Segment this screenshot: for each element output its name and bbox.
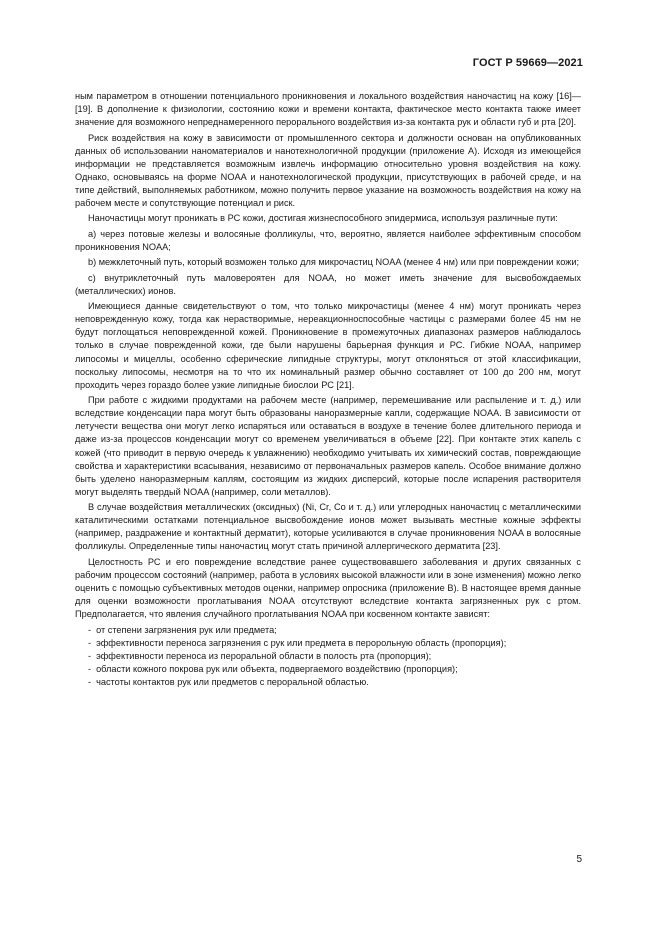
dash-marker: - [88, 637, 92, 648]
list-item-text: от степени загрязнения рук или предмета; [96, 624, 277, 635]
paragraph: Наночастицы могут проникать в РС кожи, достигая жизнеспособного эпидермиса, используя различные пути: [88, 213, 558, 224]
list-item-text: эффективности переноса из пероральной области в полость рта (пропорция); [96, 650, 432, 661]
list-item [75, 624, 581, 637]
list-item-text: области кожного покрова рук или объекта, подвергаемого воздействию (пропорция); [96, 663, 458, 674]
paragraph: Риск воздействия на кожу в зависимости от промышленного сектора и должности основан на опубликованных данных об использовании наноматериалов и нанотехнологичной продукции (приложение А). Исходя из имеющейся информации не представляется возможным извлечь информацию относительно уровня воздействия на кожу. Однако, основываясь на форме NOAA и нанотехнологической продукции, присутствующих в рабочей среде, и на типе действий, выполняемых работником, можно получить первое указание на возможность воздействия на кожу на рабочем месте и сопутствующие потенциал и риск. [75, 132, 581, 209]
list-item-c: c) внутриклеточный путь маловероятен для NOAA, но может иметь значение для высвобождаемых (металлических) ионов. [75, 272, 581, 296]
list-item-a: a) через потовые железы и волосяные фолликулы, что, вероятно, является наиболее эффективным способом проникновения NOAA; [75, 228, 581, 252]
paragraph: При работе с жидкими продуктами на рабочем месте (например, перемешивание или распыление и т. д.) или вследствие конденсации пара могут быть образованы наноразмерные капли, содержащие NOAA. В зависимости от летучести вещества они могут легко испаряться или оставаться в воздухе в течение более длительного периода и даже из-за процессов конденсации могут со временем увеличиваться в объеме [22]. При контакте этих капель с кожей (что приводит в первую очередь к увлажнению) необходимо учитывать их химический состав, повреждающие свойства и характеристики всасывания, независимо от первоначальных размеров капель. Особое внимание должно быть уделено наноразмерным каплям, состоящим из жидких дисперсий, которые после испарения растворителя могут выделять твердый NOAA (например, соли металлов). [75, 395, 581, 497]
paragraph: Имеющиеся данные свидетельствуют о том, что только микрочастицы (менее 4 нм) могут проникать через неповрежденную кожу, тогда как нерастворимые, нереакционноспособные частицы с размерами более 45 нм не будут поглощаться неповрежденной кожей. Проникновение в промежуточных диапазонах размеров наблюдалось только в случае поврежденной кожи, где были нарушены барьерная функция и РС. Гибкие NOAA, например липосомы и мицеллы, особенно сферические липидные структуры, могут отклоняться от этой классификации, поскольку липосомы, несмотря на то что их номинальный размер обычно составляет от 100 до 200 нм, могут проходить через гораздо более узкие липидные биослои РС [21]. [75, 301, 581, 390]
list-item [75, 637, 581, 650]
list-item [75, 650, 581, 663]
dash-marker: - [88, 650, 92, 661]
page-body [75, 90, 581, 689]
dependency-list [75, 624, 581, 689]
list-item-text: эффективности переноса загрязнения с рук или предмета в перорольную область (пропорция); [96, 637, 507, 648]
page-number: 5 [576, 854, 582, 865]
list-item [75, 663, 581, 676]
dash-marker: - [88, 677, 92, 687]
paragraph: В случае воздействия металлических (оксидных) (Ni, Cr, Co и т. д.) или углеродных наночастиц с металлическими каталитическими остатками потенциальное высвобождение ионов может вызывать местные кожные эффекты (например, раздражение и контактный дерматит), которые усиливаются в случае проникновения NOAA в волосяные фолликулы. Определенные типы наночастиц могут стать причиной аллергического дерматита [23]. [75, 502, 581, 552]
document-standard-header: ГОСТ Р 59669—2021 [472, 57, 583, 69]
dash-marker: - [88, 663, 92, 674]
paragraph: ным параметром в отношении потенциального проникновения и локального воздействия наночастиц на кожу [16]—[19]. В дополнение к физиологии, состоянию кожи и времени контакта, фактическое место контакта также имеет значение для возможного непреднамеренного перорального воздействия из-за контакта рук и области губ и рта [20]. [75, 91, 581, 128]
list-item-b: b) межклеточный путь, который возможен только для микрочастиц NOAA (менее 4 нм) или при повреждении кожи; [88, 257, 580, 268]
list-item-text: частоты контактов рук или предметов с пероральной областью. [96, 677, 369, 687]
list-item [75, 676, 581, 689]
dash-marker: - [88, 624, 92, 635]
paragraph: Целостность РС и его повреждение вследствие ранее существовавшего заболевания и других связанных с рабочим процессом состояний (например, работа в условиях высокой влажности или в зоне изменения) можно легко оценить с помощью субъективных методов оценки, например опросника (приложение В). В настоящее время данные для оценки возможности проглатывания NOAA отсутствуют вследствие контакта загрязненных рук с ртом. Предполагается, что явления случайного проглатывания NOAA при косвенном контакте зависят: [75, 556, 581, 620]
